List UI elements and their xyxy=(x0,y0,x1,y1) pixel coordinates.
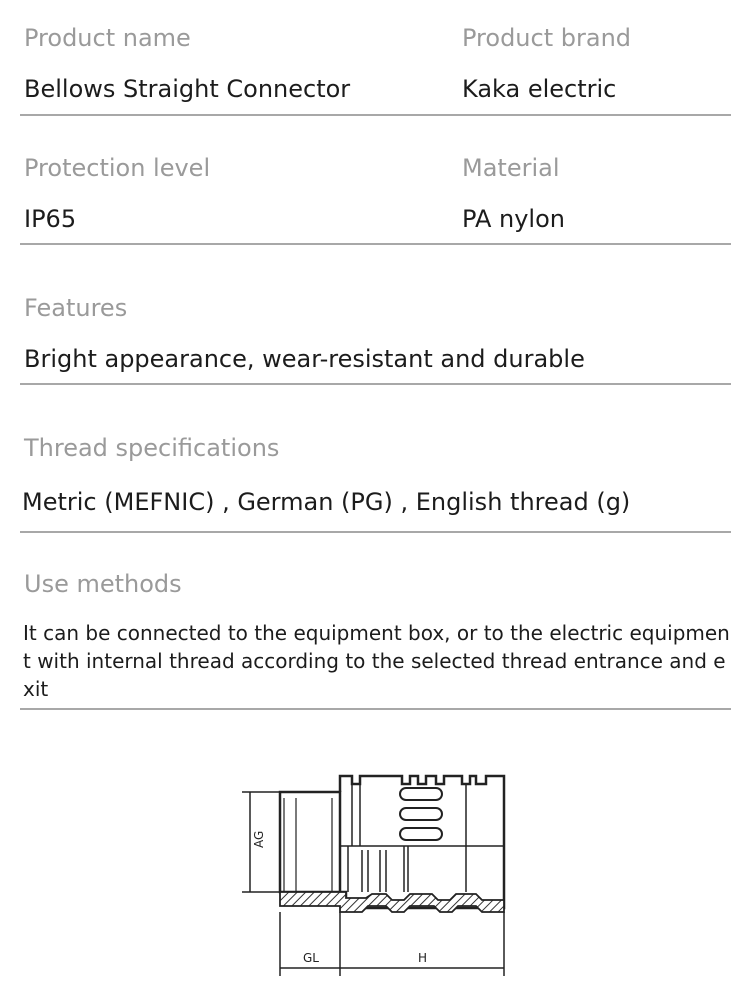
connector-technical-drawing xyxy=(236,766,516,980)
dim-ag-label: AG xyxy=(252,830,266,848)
use-methods-label: Use methods xyxy=(24,570,182,598)
nut-body-outline xyxy=(340,776,504,908)
product-brand-value: Kaka electric xyxy=(462,75,617,103)
use-methods-value: It can be connected to the equipment box, or to the electric equipment with internal thread according to the selected thread entrance and exit xyxy=(23,621,730,701)
vent-slot xyxy=(400,808,442,820)
row-protection-material xyxy=(20,114,731,245)
thread-specifications-value: Metric (MEFNIC) , German (PG) , English thread (g) xyxy=(22,488,631,516)
dim-gl-label: GL xyxy=(303,951,319,965)
protection-level-value: IP65 xyxy=(24,205,77,233)
product-brand-label: Product brand xyxy=(462,24,632,52)
dim-h-label: H xyxy=(418,951,428,965)
material-label: Material xyxy=(462,154,560,182)
row-product-info xyxy=(20,0,731,116)
features-value: Bright appearance, wear-resistant and durable xyxy=(24,345,585,373)
features-label: Features xyxy=(24,294,128,322)
thread-end-outline xyxy=(280,792,340,892)
row-features xyxy=(20,243,731,385)
row-use-methods xyxy=(20,531,731,710)
vent-slot xyxy=(400,788,442,800)
protection-level-label: Protection level xyxy=(24,154,211,182)
product-name-value: Bellows Straight Connector xyxy=(24,75,351,103)
product-name-label: Product name xyxy=(24,24,191,52)
row-thread-specifications xyxy=(20,383,731,533)
material-value: PA nylon xyxy=(462,205,565,233)
vent-slot xyxy=(400,828,442,840)
thread-specifications-label: Thread specifications xyxy=(24,434,280,462)
